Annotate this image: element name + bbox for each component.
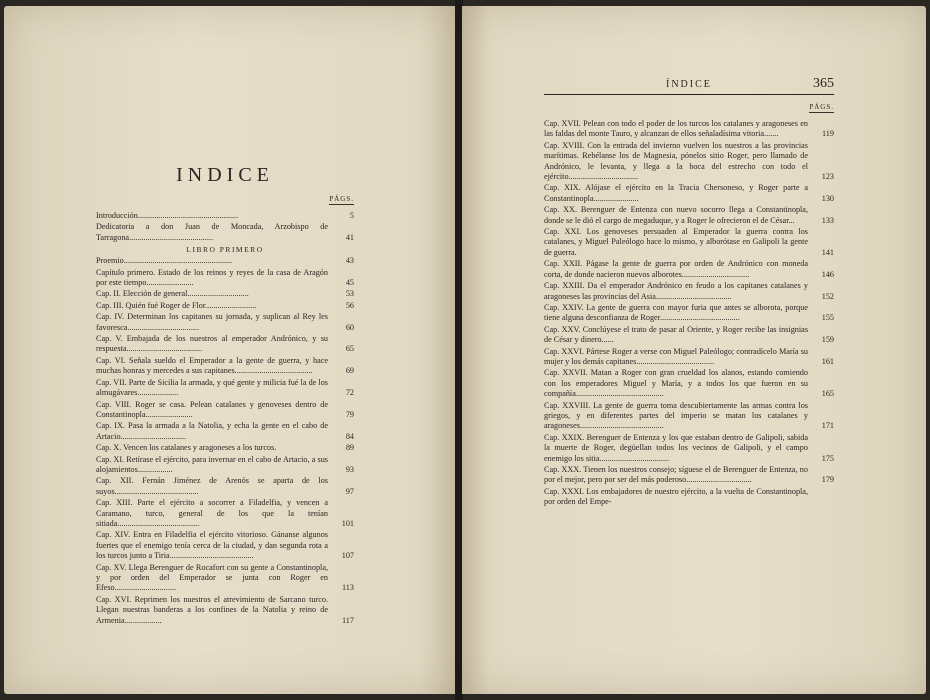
entry-page-number: 45: [345, 278, 354, 288]
entry-text: Cap. XIX. Alójase el ejército en la Tracia Chersoneso, y Roger parte a Constantinopla......................: [544, 183, 808, 203]
index-entry: [544, 119, 834, 140]
index-entry: [544, 401, 834, 432]
index-entry: [544, 259, 834, 280]
pages-column-header: PÁGS.: [809, 103, 834, 111]
left-page-content: [96, 158, 354, 627]
entry-text: Capítulo primero. Estado de los reinos y reyes de la casa de Aragón por este tiempo.......................: [96, 267, 328, 288]
index-entry: [96, 256, 354, 266]
entry-text: Cap. XXIII. Da el emperador Andrónico en feudo a los capitanes catalanes y aragoneses las provincias del Asia.....................................: [544, 281, 808, 301]
index-entry: [544, 183, 834, 204]
entry-text: Dedicatoria a don Juan de Moncada, Arzobispo de Tarragona.........................................: [96, 222, 328, 242]
entry-text: Cap. III. Quién fué Roger de Flor.........................: [96, 300, 257, 310]
entry-page-number: 69: [345, 366, 354, 376]
entry-page-number: 101: [341, 518, 354, 528]
entry-text: Cap. XV. Llega Berenguer de Rocafort con su gente a Constantinopla, y por orden del Emperador se junta con Roger en Efeso..............................: [96, 562, 328, 593]
entry-page-number: 97: [345, 486, 354, 496]
entry-text: Cap. XVII. Pelean con todo el poder de los turcos los catalanes y aragoneses en las faldas del monte Tauro, y alcanzan de ellos señaladísima vitoria.......: [544, 119, 808, 139]
entry-page-number: 159: [821, 335, 834, 345]
entry-text: Cap. XXV. Conclúyese el trato de pasar al Oriente, y Roger recibe las insignias de César y dinero......: [544, 324, 808, 345]
index-entry: [96, 378, 354, 399]
entry-text: Cap. XXVI. Pártese Roger a verse con Miguel Paleólogo; contradícelo María su mujer y los demás capitanes......................................: [544, 346, 808, 366]
entry-text: Cap. XXIX. Berenguer de Entenza y los que estaban dentro de Galipoli, sabida la muerte de Roger, degüellan todos los vecinos de Galipoli, y el campo enemigo los sitia..................................: [544, 432, 808, 463]
entry-text: Cap. X. Vencen los catalanes y aragoneses a los turcos.: [96, 443, 277, 453]
index-entry: [96, 530, 354, 561]
entry-text: Cap. XXII. Págase la gente de guerra por orden de Andrónico con moneda corta, de donde nacieron nuevos alborotes.................................: [544, 259, 808, 279]
entry-page-number: 93: [345, 464, 354, 474]
entry-text: Cap. IV. Determinan los capitanes su jornada, y suplican al Rey les favoresca...................................: [96, 312, 328, 332]
entry-page-number: 171: [821, 421, 834, 431]
entry-page-number: 79: [345, 409, 354, 419]
entry-text: Cap. XXI. Los genoveses persuaden al Emperador la guerra contra los catalanes, y Miguel Paleólogo hace lo mismo, y alborótase en Galipoli la gente de guerra.: [544, 227, 808, 257]
index-title: INDICE: [176, 164, 274, 186]
left-page: [4, 6, 456, 694]
entry-page-number: 117: [342, 615, 354, 625]
entry-page-number: 155: [821, 313, 834, 323]
index-entry: [96, 334, 354, 355]
index-entry: [544, 487, 834, 508]
entry-text: Cap. XIII. Parte el ejército a socorrer a Filadelfia, y vencen a Caramano, turco, general de los que la tenían sitiada........................................: [96, 498, 328, 528]
index-entry: [544, 465, 834, 486]
entry-page-number: 60: [345, 322, 354, 332]
entry-text: Cap. XX. Berenguer de Entenza con nuevo socorro llega a Constantinopla, donde se le dió el cargo de megaduque, y a Roger le ofrecieron el de César...: [544, 205, 808, 225]
entry-page-number: 89: [345, 443, 354, 453]
entry-text: Cap. XVIII. Con la entrada del invierno vuelven los nuestros a las provincias marítimas. Rebélanse los de Magnesia, pónelos sitio Roger, pero llamado de Andrónico, le levanta, y llega a la boca del estrecho con todo el ejército..................................: [544, 140, 808, 182]
entry-text: Cap. II. Elección de general..............................: [96, 289, 249, 299]
index-entry: [96, 356, 354, 377]
entry-text: Cap. XIV. Entra en Filadelfia el ejército vitorioso. Gánanse algunos fuertes que el enemigo tenía cerca de la ciudad, y dan segunda rota a los turcos junto a Tiria.........................................: [96, 530, 328, 561]
entry-page-number: 107: [341, 551, 354, 561]
entry-text: Cap. XXVII. Matan a Roger con gran crueldad los alanos, estando comiendo con los emperadores Miguel y María, y a todos los que fueron en su compañía...........................................: [544, 368, 808, 399]
entry-page-number: 123: [821, 172, 834, 182]
right-page: [462, 6, 926, 694]
index-entry: [544, 227, 834, 258]
entry-text: Cap. VI. Señala sueldo el Emperador a la gente de guerra, y hace muchas honras y mercedes a sus capitanes......................................: [96, 355, 328, 376]
index-entry: [96, 595, 354, 626]
page-number: 365: [813, 76, 834, 91]
index-entry: [544, 303, 834, 324]
index-entry: [544, 281, 834, 302]
entry-text: Cap. XXX. Tienen los nuestros consejo; síguese el de Berenguer de Entenza, no por el mejor, pero por ser del más poderoso................................: [544, 465, 808, 485]
entry-page-number: 72: [345, 388, 354, 398]
index-entry: [96, 455, 354, 476]
index-entry: [96, 476, 354, 497]
entry-text: Cap. XXIV. La gente de guerra con mayor furia que antes se alborota, porque tiene alguna desconfianza de Roger.......................................: [544, 302, 808, 323]
entry-text: Cap. XII. Fernán Jiménez de Arenós se aparta de los suyos.........................................: [96, 476, 328, 496]
index-entry: [96, 301, 354, 311]
right-entries-list: [544, 119, 834, 508]
entry-text: Introducción.................................................: [96, 211, 239, 220]
entry-page-number: 5: [349, 211, 354, 220]
entry-page-number: 179: [821, 475, 834, 485]
entry-text: Proemio.....................................................: [96, 256, 233, 266]
entry-page-number: 56: [345, 300, 354, 310]
entry-page-number: 175: [821, 453, 834, 463]
entry-text: Cap. VII. Parte de Sicilia la armada, y qué gente y milicia fué la de los almugávares....................: [96, 377, 328, 398]
entry-text: Cap. XXVIII. La gente de guerra toma descubiertamente las armas contra los griegos, y en diferentes partes del imperio se matan los catalanes y aragoneses.........................................: [544, 400, 808, 431]
entry-page-number: 133: [821, 215, 834, 225]
entry-text: Cap. V. Embajada de los nuestros al emperador Andrónico, y su respuesta.....................................: [96, 334, 328, 354]
index-entry: [96, 289, 354, 299]
right-page-content: [544, 76, 834, 509]
index-entry: [544, 141, 834, 183]
entry-page-number: 146: [821, 269, 834, 279]
entry-page-number: 161: [821, 356, 834, 366]
entry-text: Cap. IX. Pasa la armada a la Natolia, y echa la gente en el cabo de Artacio................................: [96, 421, 328, 441]
entry-page-number: 130: [821, 193, 834, 203]
entry-page-number: 41: [345, 232, 354, 242]
entry-page-number: 165: [821, 389, 834, 399]
entry-page-number: 84: [345, 431, 354, 441]
index-entry: [544, 325, 834, 346]
running-header: [544, 76, 834, 95]
index-entry: [96, 268, 354, 289]
entry-page-number: 53: [345, 289, 354, 299]
entry-page-number: 141: [821, 247, 834, 257]
index-entry: [96, 222, 354, 243]
entry-page-number: 113: [342, 583, 354, 593]
entry-text: Cap. XXXI. Los embajadores de nuestro ejército, a la vuelta de Constantinopla, por orden del Empe-: [544, 486, 808, 507]
entry-text: Cap. XI. Retírase el ejército, para invernar en el cabo de Artacio, a sus alojamientos.................: [96, 454, 328, 474]
index-entry: [96, 312, 354, 333]
section-heading: LIBRO PRIMERO: [186, 245, 264, 255]
entry-page-number: 65: [345, 344, 354, 354]
index-entry: [544, 347, 834, 368]
index-entry: [96, 563, 354, 594]
index-entry: [96, 443, 354, 453]
entry-text: Cap. XVI. Reprimen los nuestros el atrevimiento de Sarcano turco. Llegan nuestras banderas a los confines de la Natolia y reino de Armenia..................: [96, 594, 328, 625]
index-entry: [544, 205, 834, 226]
index-entry: [544, 368, 834, 399]
index-entry: [96, 498, 354, 529]
index-entry: [544, 433, 834, 464]
entry-page-number: 43: [345, 256, 354, 266]
entry-page-number: 119: [822, 129, 834, 139]
index-entry: [96, 421, 354, 442]
index-entry: [96, 400, 354, 421]
entry-text: Cap. VIII. Roger se casa. Pelean catalanes y genoveses dentro de Constantinopla.......................: [96, 399, 328, 419]
left-entries-list: [96, 211, 354, 626]
index-entry: [96, 211, 354, 221]
running-title: ÍNDICE: [666, 79, 712, 90]
entry-page-number: 152: [821, 291, 834, 301]
pages-column-header: PÁGS.: [329, 195, 354, 203]
